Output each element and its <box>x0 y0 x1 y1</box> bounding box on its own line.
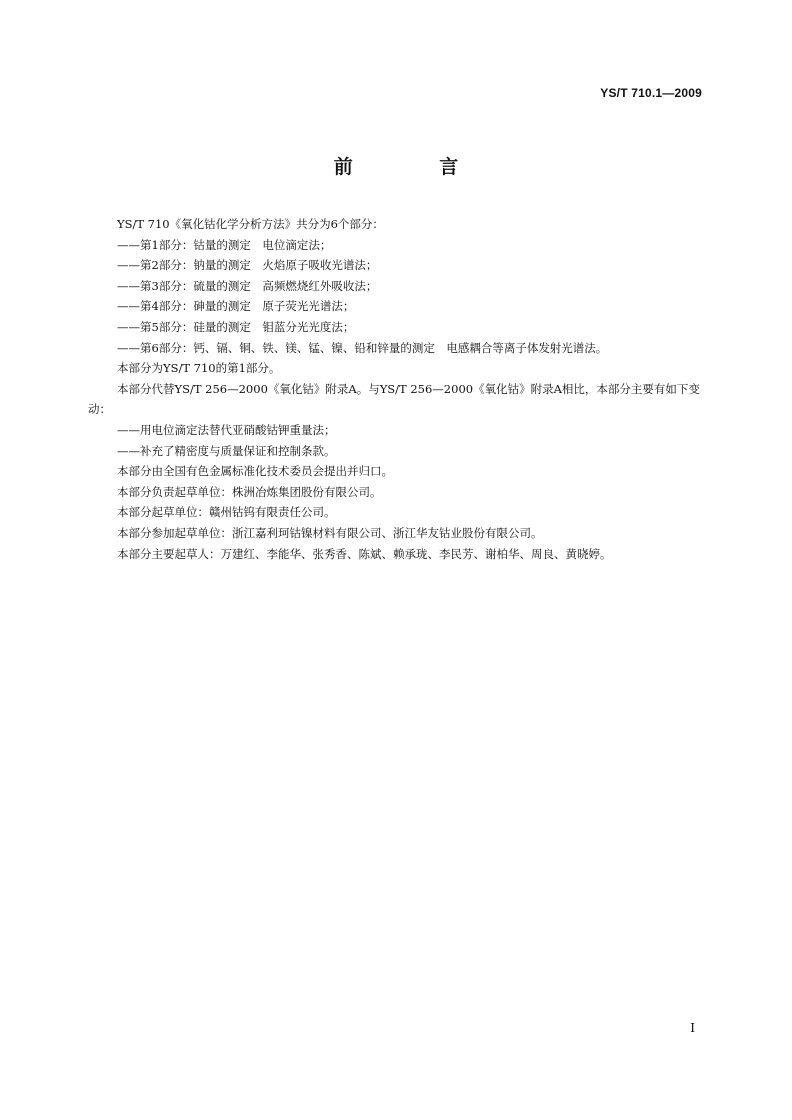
paragraph: 本部分为YS/T 710的第1部分。 <box>117 361 281 376</box>
list-item: ——第3部分：硫量的测定 高频燃烧红外吸收法； <box>117 278 378 293</box>
standard-code: YS/T 710.1—2009 <box>600 86 702 100</box>
list-item: ——第1部分：钴量的测定 电位滴定法； <box>117 237 332 252</box>
paragraph: YS/T 710《氧化钴化学分析方法》共分为6个部分： <box>117 217 384 231</box>
page-number: I <box>690 1021 695 1035</box>
paragraph: 本部分代替YS/T 256—2000《氧化钴》附录A。与YS/T 256—2000《氧化钴》附录A相比，本部分主要有如下变动： <box>88 381 700 417</box>
list-item: ——第5部分：硅量的测定 钼蓝分光光度法； <box>117 319 355 334</box>
foreword-body <box>88 214 708 564</box>
list-item: ——第6部分：钙、镉、铜、铁、镁、锰、镍、铅和锌量的测定 电感耦合等离子体发射光谱法。 <box>117 340 608 355</box>
paragraph: 本部分起草单位：赣州钴钨有限责任公司。 <box>117 505 336 520</box>
paragraph: 本部分主要起草人：万建红、李能华、张秀香、陈斌、赖承珑、李民芳、谢柏华、周良、黄晓婷。 <box>117 546 612 561</box>
paragraph: 本部分参加起草单位：浙江嘉利珂钴镍材料有限公司、浙江华友钴业股份有限公司。 <box>117 525 543 540</box>
list-item: ——第4部分：砷量的测定 原子荧光光谱法； <box>117 299 355 314</box>
list-item: ——补充了精密度与质量保证和控制条款。 <box>117 443 336 458</box>
paragraph: 本部分负责起草单位：株洲冶炼集团股份有限公司。 <box>117 484 382 499</box>
paragraph: 本部分由全国有色金属标准化技术委员会提出并归口。 <box>117 464 393 479</box>
list-item: ——第2部分：钠量的测定 火焰原子吸收光谱法； <box>117 258 378 273</box>
page-title: 前 言 <box>333 156 499 178</box>
list-item: ——用电位滴定法替代亚硝酸钴钾重量法； <box>117 422 336 437</box>
